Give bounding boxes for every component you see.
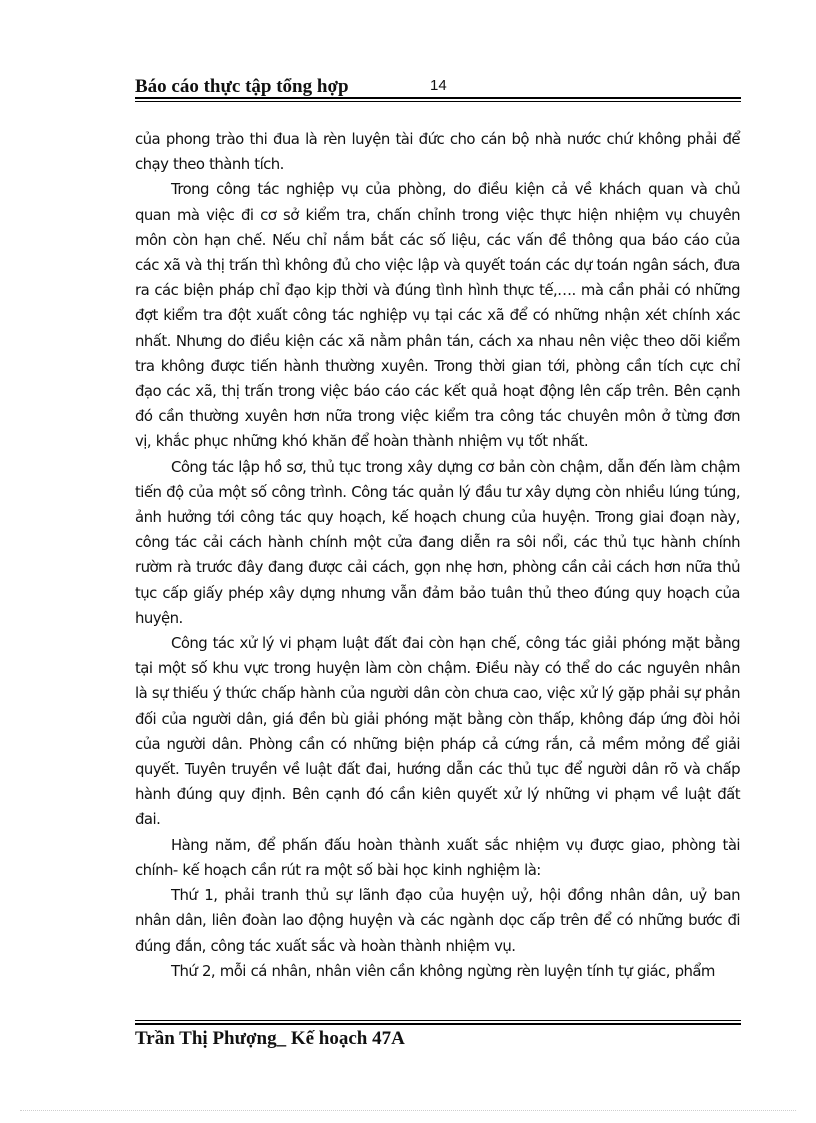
page-edge-divider	[20, 1110, 796, 1111]
paragraph-land-law: Công tác xử lý vi phạm luật đất đai còn hạn chế, công tác giải phóng mặt bằng tại một số khu vực trong huyện làm còn chậm. Điều này có thể do các nguyên nhân là sự thiếu ý thức chấp hành của người dân còn chưa cao, việc xử lý gặp phải sự phản đối của người dân, giá đền bù giải phóng mặt bằng còn thấp, không đáp ứng đòi hỏi của người dân. Phòng cần có những biện pháp cả cứng rắn, cả mềm mỏng để giải quyết. Tuyên truyền về luật đất đai, hướng dẫn các thủ tục để người dân rõ và chấp hành đúng quy định. Bên cạnh đó cần kiên quyết xử lý những vi phạm về luật đất đai.	[135, 634, 740, 829]
paragraph-lessons-intro: Hàng năm, để phấn đấu hoàn thành xuất sắc nhiệm vụ được giao, phòng tài chính- kế hoạch cần rút ra một số bài học kinh nghiệm là:	[135, 835, 740, 879]
header-rule	[135, 97, 741, 102]
footer-rule	[135, 1020, 741, 1025]
page-number: 14	[430, 77, 447, 94]
footer-author: Trần Thị Phượng_ Kế hoạch 47A	[135, 1028, 405, 1049]
paragraph-continued: của phong trào thi đua là rèn luyện tài đức cho cán bộ nhà nước chứ không phải để chạy theo thành tích.	[135, 130, 740, 174]
paragraph-construction-procedures: Công tác lập hồ sơ, thủ tục trong xây dựng cơ bản còn chậm, dẫn đến làm chậm tiến độ của một số công trình. Công tác quản lý đầu tư xây dựng còn nhiều lúng túng, ảnh hưởng tới công tác quy hoạch, kế hoạch chung của huyện. Trong giai đoạn này, công tác cải cách hành chính một cửa đang diễn ra sôi nổi, các thủ tục hành chính rườm rà trước đây đang được cải cách, gọn nhẹ hơn, phòng cần cải cách hơn nữa thủ tục cấp giấy phép xây dựng nhưng vẫn đảm bảo tuân thủ theo đúng quy hoạch của huyện.	[135, 457, 740, 627]
paragraph-lesson-1: Thứ 1, phải tranh thủ sự lãnh đạo của huyện uỷ, hội đồng nhân dân, uỷ ban nhân dân, liên đoàn lao động huyện và các ngành dọc cấp trên để có những bước đi đúng đắn, công tác xuất sắc và hoàn thành nhiệm vụ.	[135, 886, 740, 955]
header-title: Báo cáo thực tập tổng hợp	[135, 76, 349, 97]
paragraph-lesson-2: Thứ 2, mỗi cá nhân, nhân viên cần không ngừng rèn luyện tính tự giác, phẩm	[171, 961, 715, 980]
paragraph-professional-work: Trong công tác nghiệp vụ của phòng, do điều kiện cả về khách quan và chủ quan mà việc đi cơ sở kiểm tra, chấn chỉnh trong việc thực hiện nhiệm vụ chuyên môn còn hạn chế. Nếu chỉ nắm bắt các số liệu, các vấn đề thông qua báo cáo của các xã và thị trấn thì không đủ cho việc lập và quyết toán các dự toán ngân sách, đưa ra các biện pháp chỉ đạo kịp thời và đúng tình hình thực tế,…. mà cần phải có những đợt kiểm tra đột xuất công tác nghiệp vụ tại các xã để có những nhận xét chính xác nhất. Nhưng do điều kiện các xã nằm phân tán, cách xa nhau nên việc theo dõi kiểm tra không được tiến hành thường xuyên. Trong thời gian tới, phòng cần tích cực chỉ đạo các xã, thị trấn trong việc báo cáo các kết quả hoạt động lên cấp trên. Bên cạnh đó cần thường xuyên hơn nữa trong việc kiểm tra công tác chuyên môn ở từng đơn vị, khắc phục những khó khăn để hoàn thành nhiệm vụ tốt nhất.	[135, 180, 740, 451]
body-text	[135, 127, 740, 984]
